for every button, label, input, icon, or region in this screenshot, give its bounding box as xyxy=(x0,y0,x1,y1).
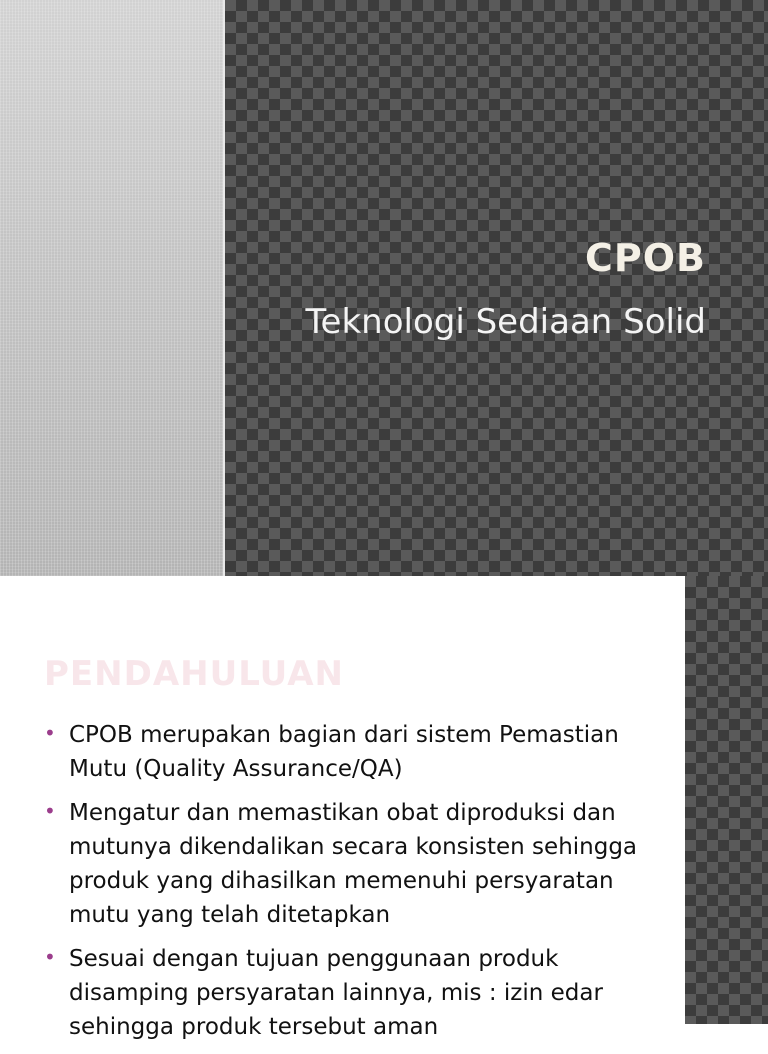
left-gradient-panel xyxy=(0,0,223,576)
bullet-list xyxy=(44,718,644,1054)
bullet-text: CPOB merupakan bagian dari sistem Pemastian Mutu (Quality Assurance/QA) xyxy=(69,722,619,782)
diamond-pattern-strip xyxy=(685,576,768,1024)
bullet-dot-icon: • xyxy=(44,721,56,745)
slide-subtitle: Teknologi Sediaan Solid xyxy=(305,302,706,342)
slide-title: CPOB xyxy=(584,236,706,280)
bullet-dot-icon: • xyxy=(44,799,56,823)
bullet-item xyxy=(44,796,644,932)
bullet-item xyxy=(44,718,644,786)
content-slide xyxy=(0,576,768,1040)
bullet-dot-icon: • xyxy=(44,945,56,969)
diamond-pattern-panel xyxy=(225,0,768,576)
bullet-item xyxy=(44,942,644,1044)
section-title: PENDAHULUAN xyxy=(44,654,344,694)
bullet-text: Mengatur dan memastikan obat diproduksi dan mutunya dikendalikan secara konsisten sehingga produk yang dihasilkan memenuhi persyaratan mutu yang telah ditetapkan xyxy=(69,800,638,928)
bullet-text: Sesuai dengan tujuan penggunaan produk disamping persyaratan lainnya, mis : izin edar sehingga produk tersebut aman xyxy=(69,946,603,1040)
